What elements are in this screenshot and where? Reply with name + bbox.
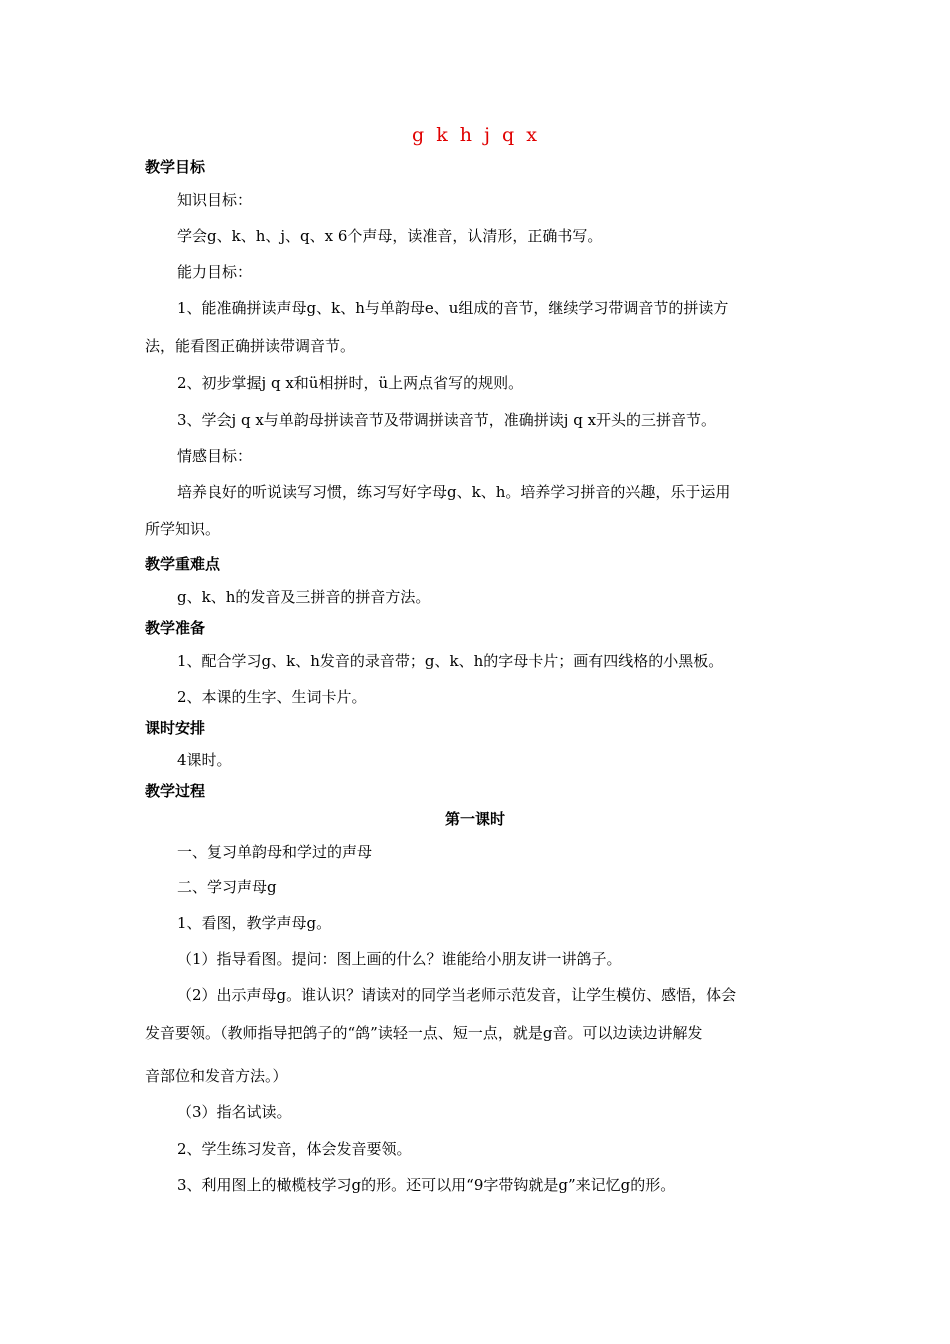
process-step-1: 1、看图，教学声母g。 <box>177 914 332 932</box>
key-points-text: g、k、h的发音及三拼音的拼音方法。 <box>177 588 431 606</box>
preparation-item-2: 2、本课的生字、生词卡片。 <box>177 688 367 706</box>
process-step-1-2-line-3: 音部位和发音方法。） <box>145 1067 288 1085</box>
process-step-learn-g: 二、学习声母g <box>177 878 277 896</box>
heading-key-points: 教学重难点 <box>145 555 221 573</box>
ability-goal-1-line-2: 法，能看图正确拼读带调音节。 <box>145 337 356 355</box>
ability-goal-label: 能力目标： <box>177 263 253 281</box>
emotion-goal-label: 情感目标： <box>177 447 253 465</box>
knowledge-goal-text: 学会g、k、h、j、q、x 6个声母，读准音，认清形，正确书写。 <box>177 227 603 245</box>
process-step-3: 3、利用图上的橄榄枝学习g的形。还可以用“9字带钩就是g”来记忆g的形。 <box>177 1176 676 1194</box>
ability-goal-2: 2、初步掌握j q x和ü相拼时，ü上两点省写的规则。 <box>177 374 524 392</box>
preparation-item-1: 1、配合学习g、k、h发音的录音带；g、k、h的字母卡片；画有四线格的小黑板。 <box>177 652 724 670</box>
process-step-1-2-line-1: （2）出示声母g。谁认识？请读对的同学当老师示范发音，让学生模仿、感悟，体会 <box>177 986 737 1004</box>
process-step-review: 一、复习单韵母和学过的声母 <box>177 843 373 861</box>
process-step-1-3: （3）指名试读。 <box>177 1103 292 1121</box>
heading-teaching-goals: 教学目标 <box>145 158 206 176</box>
knowledge-goal-label: 知识目标： <box>177 191 253 209</box>
emotion-goal-line-2: 所学知识。 <box>145 520 221 538</box>
process-step-2: 2、学生练习发音，体会发音要领。 <box>177 1140 412 1158</box>
ability-goal-3: 3、学会j q x与单韵母拼读音节及带调拼读音节，准确拼读j q x开头的三拼音节。 <box>177 411 717 429</box>
heading-preparation: 教学准备 <box>145 619 206 637</box>
emotion-goal-line-1: 培养良好的听说读写习惯，练习写好字母g、k、h。培养学习拼音的兴趣，乐于运用 <box>177 483 731 501</box>
process-step-1-2-line-2: 发音要领。（教师指导把鸽子的“鸽”读轻一点、短一点，就是g音。可以边读边讲解发 <box>145 1024 703 1042</box>
document-title: g k h j q x <box>412 124 538 146</box>
lesson-1-heading: 第一课时 <box>444 810 505 828</box>
schedule-text: 4课时。 <box>177 751 232 769</box>
process-step-1-1: （1）指导看图。提问：图上画的什么？谁能给小朋友讲一讲鸽子。 <box>177 950 622 968</box>
heading-teaching-process: 教学过程 <box>145 782 206 800</box>
heading-schedule: 课时安排 <box>145 719 206 737</box>
ability-goal-1-line-1: 1、能准确拼读声母g、k、h与单韵母e、u组成的音节，继续学习带调音节的拼读方 <box>177 299 729 317</box>
